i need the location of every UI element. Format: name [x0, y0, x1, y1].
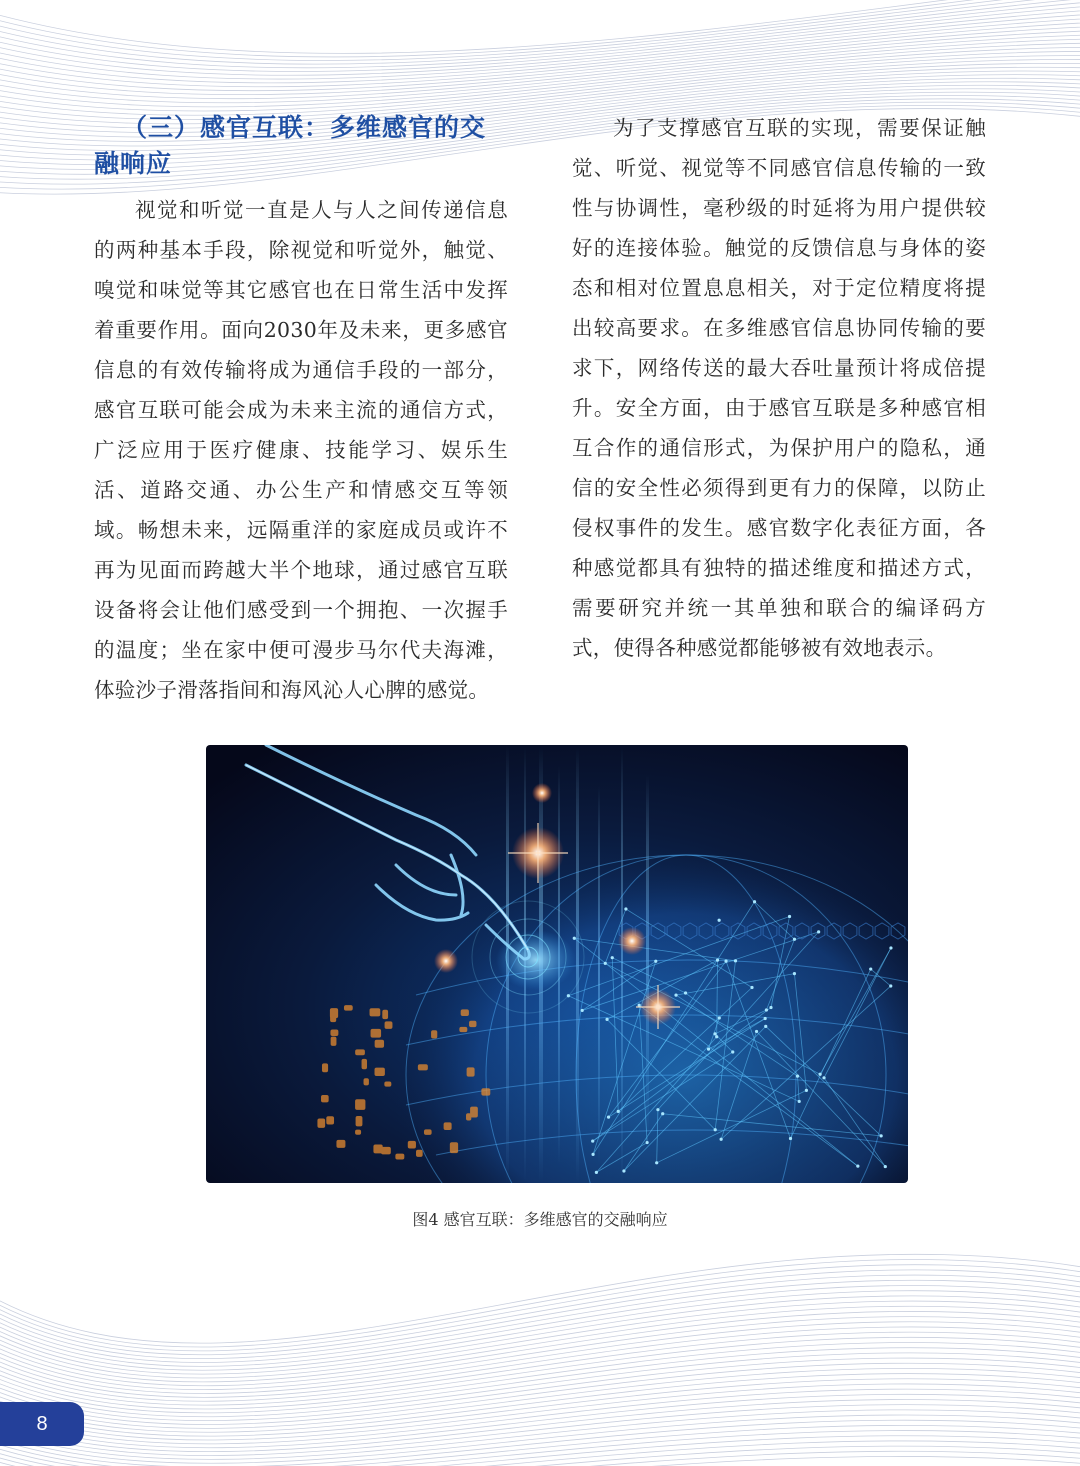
left-column: [94, 108, 508, 710]
right-paragraph: 为了支撑感官互联的实现，需要保证触觉、听觉、视觉等不同感官信息传输的一致性与协调性，毫秒级的时延将为用户提供较好的连接体验。触觉的反馈信息与身体的姿态和相对位置息息相关，对于定位精度将提出较高要求。在多维感官信息协同传输的要求下，网络传送的最大吞吐量预计将成倍提升。安全方面，由于感官互联是多种感官相互合作的通信形式，为保护用户的隐私，通信的安全性必须得到更有力的保障，以防止侵权事件的发生。感官数字化表征方面，各种感觉都具有独特的描述维度和描述方式，需要研究并统一其单独和联合的编译码方式，使得各种感觉都能够被有效地表示。: [572, 116, 986, 660]
figure-image: [206, 745, 908, 1183]
sensory-network-illustration: [206, 745, 908, 1183]
right-column: [572, 108, 986, 668]
page-number: 8: [36, 1412, 48, 1435]
left-paragraph: 视觉和听觉一直是人与人之间传递信息的两种基本手段，除视觉和听觉外，触觉、嗅觉和味觉等其它感官也在日常生活中发挥着重要作用。面向2030年及未来，更多感官信息的有效传输将成为通信手段的一部分，感官互联可能会成为未来主流的通信方式，广泛应用于医疗健康、技能学习、娱乐生活、道路交通、办公生产和情感交互等领域。畅想未来，远隔重洋的家庭成员或许不再为见面而跨越大半个地球，通过感官互联设备将会让他们感受到一个拥抱、一次握手的温度；坐在家中便可漫步马尔代夫海滩，体验沙子滑落指间和海风沁人心脾的感觉。: [94, 198, 508, 702]
page-number-tab: [0, 1402, 84, 1446]
section-heading: （三）感官互联：多维感官的交融响应: [94, 113, 487, 178]
figure-caption: 图4 感官互联：多维感官的交融响应: [412, 1210, 668, 1229]
